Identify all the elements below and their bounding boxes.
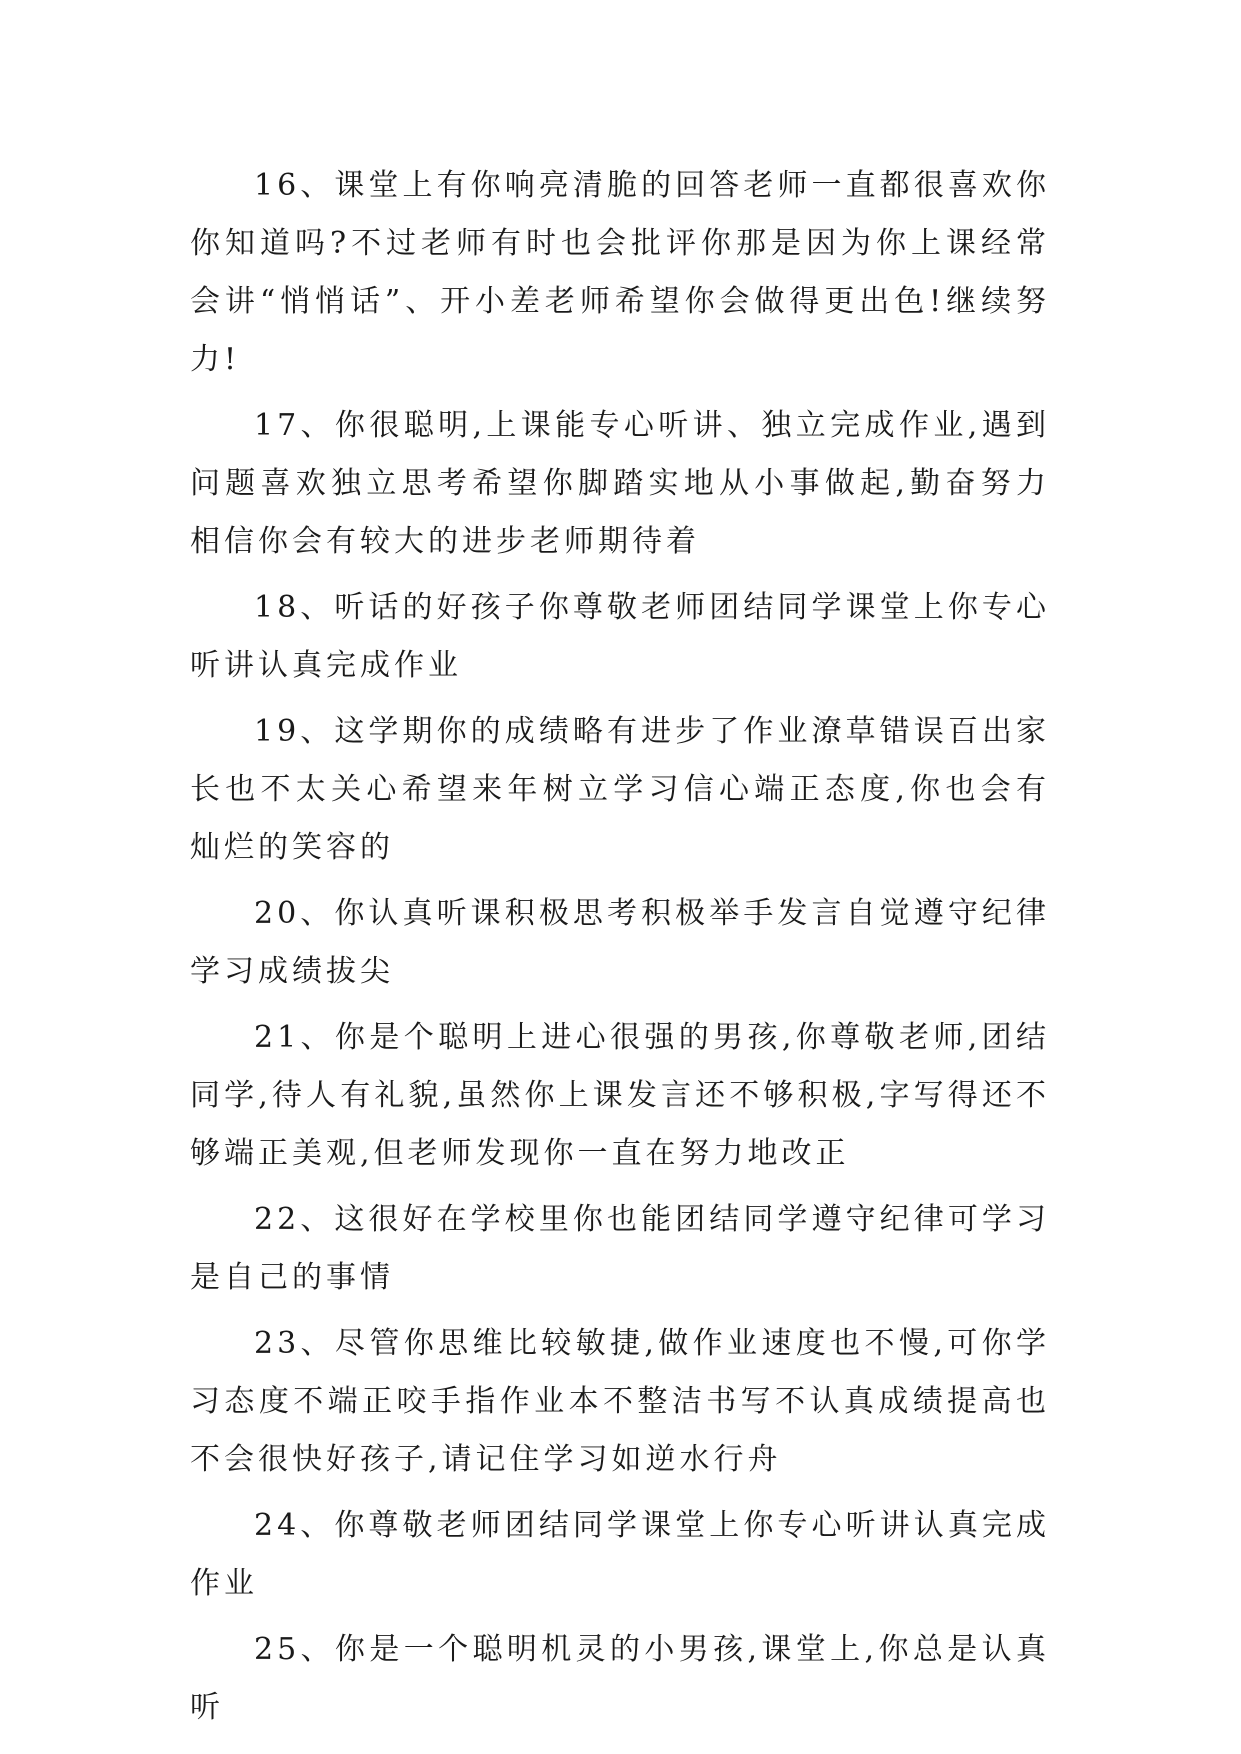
- paragraph-16: 16、课堂上有你响亮清脆的回答老师一直都很喜欢你你知道吗?不过老师有时也会批评你那是因为你上课经常会讲“悄悄话”、开小差老师希望你会做得更出色!继续努力!: [190, 168, 1050, 377]
- paragraph-18: 18、听话的好孩子你尊敬老师团结同学课堂上你专心听讲认真完成作业: [190, 590, 1050, 683]
- paragraph-17: 17、你很聪明,上课能专心听讲、独立完成作业,遇到问题喜欢独立思考希望你脚踏实地从小事做起,勤奋努力相信你会有较大的进步老师期待着: [190, 408, 1050, 559]
- paragraph-21: 21、你是个聪明上进心很强的男孩,你尊敬老师,团结同学,待人有礼貌,虽然你上课发言还不够积极,字写得还不够端正美观,但老师发现你一直在努力地改正: [190, 1020, 1050, 1171]
- paragraph-25: 25、你是一个聪明机灵的小男孩,课堂上,你总是认真听: [190, 1632, 1050, 1725]
- paragraph-23: 23、尽管你思维比较敏捷,做作业速度也不慢,可你学习态度不端正咬手指作业本不整洁书写不认真成绩提高也不会很快好孩子,请记住学习如逆水行舟: [190, 1326, 1050, 1477]
- paragraph-20: 20、你认真听课积极思考积极举手发言自觉遵守纪律学习成绩拔尖: [190, 896, 1050, 989]
- paragraph-22: 22、这很好在学校里你也能团结同学遵守纪律可学习是自己的事情: [190, 1202, 1050, 1295]
- paragraph-19: 19、这学期你的成绩略有进步了作业潦草错误百出家长也不太关心希望来年树立学习信心端正态度,你也会有灿烂的笑容的: [190, 714, 1050, 865]
- document-body: [190, 157, 1050, 1745]
- paragraph-24: 24、你尊敬老师团结同学课堂上你专心听讲认真完成作业: [190, 1508, 1050, 1601]
